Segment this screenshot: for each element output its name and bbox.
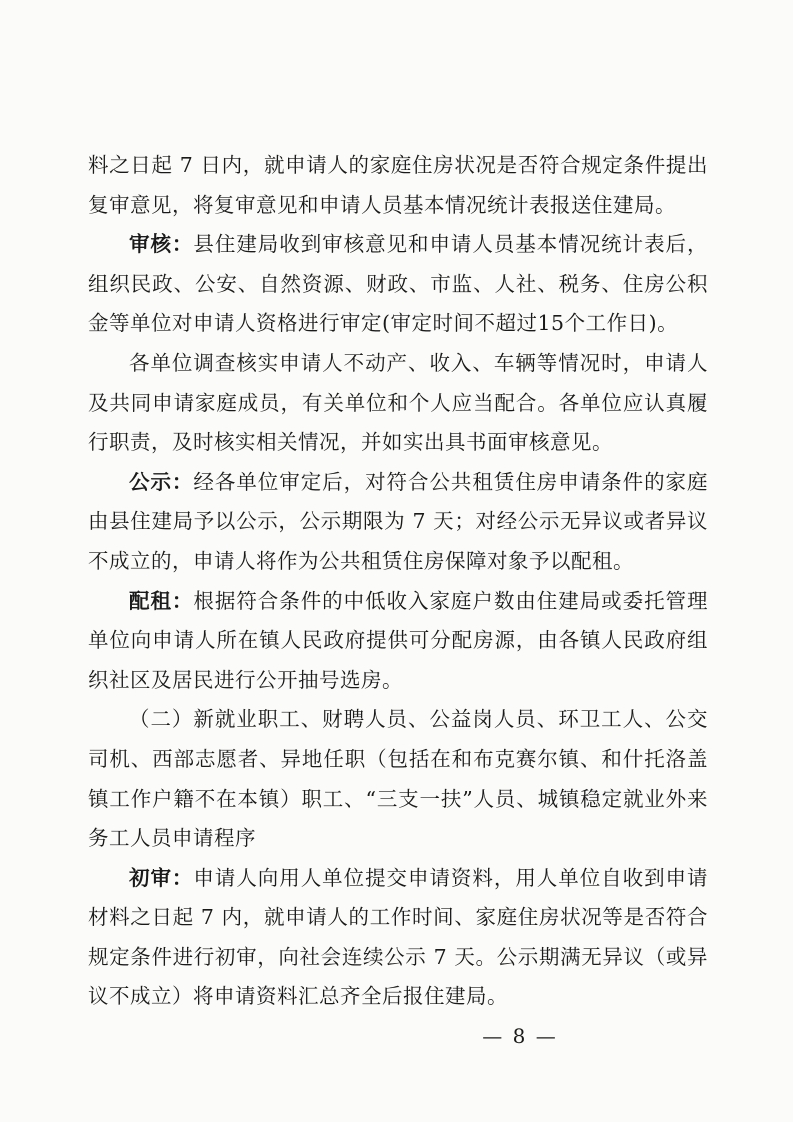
paragraph-publicity [88,463,708,582]
paragraph-label: 配租： [129,588,194,613]
paragraph-text: 申请人向用人单位提交申请资料，用人单位自收到申请材料之日起 7 内，就申请人的工作时间、家庭住房状况等是否符合规定条件进行初审，向社会连续公示 7 天。公示期满无异议（或异议不成立）将申请资料汇总齐全后报住建局。 [88,865,709,1009]
paragraph-label: 公示： [129,469,194,494]
paragraph-audit [88,225,708,344]
paragraph-text: 根据符合条件的中低收入家庭户数由住建局或委托管理单位向申请人所在镇人民政府提供可分配房源，由各镇人民政府组织社区及居民进行公开抽号选房。 [88,588,709,692]
paragraph-text: 县住建局收到审核意见和申请人员基本情况统计表后，组织民政、公安、自然资源、财政、市监、人社、税务、住房公积金等单位对申请人资格进行审定(审定时间不超过15个工作日)。 [88,232,709,336]
paragraph-text: 料之日起 7 日内，就申请人的家庭住房状况是否符合规定条件提出复审意见，将复审意见和申请人员基本情况统计表报送住建局。 [88,153,708,217]
paragraph-label: 初审： [129,865,194,890]
paragraph-text: 各单位调查核实申请人不动产、收入、车辆等情况时，申请人及共同申请家庭成员，有关单位和个人应当配合。各单位应认真履行职责，及时核实相关情况，并如实出具书面审核意见。 [88,350,708,455]
section-heading-two [88,700,708,858]
paragraph-label: 审核： [129,232,194,257]
paragraph-review-continuation [88,146,708,225]
paragraph-investigation [88,344,708,463]
paragraph-preliminary-review [88,859,708,1017]
page-number: — 8 — [482,1024,558,1048]
paragraph-allocation [88,582,708,701]
paragraph-text: 经各单位审定后，对符合公共租赁住房申请条件的家庭由县住建局予以公示，公示期限为 7 天；对经公示无异议或者异议不成立的，申请人将作为公共租赁住房保障对象予以配租。 [88,469,709,573]
paragraph-text: （二）新就业职工、财聘人员、公益岗人员、环卫工人、公交司机、西部志愿者、异地任职（包括在和布克赛尔镇、和什托洛盖镇工作户籍不在本镇）职工、“三支一扶”人员、城镇稳定就业外来务工人员申请程序 [88,707,708,851]
document-body [88,146,708,1017]
